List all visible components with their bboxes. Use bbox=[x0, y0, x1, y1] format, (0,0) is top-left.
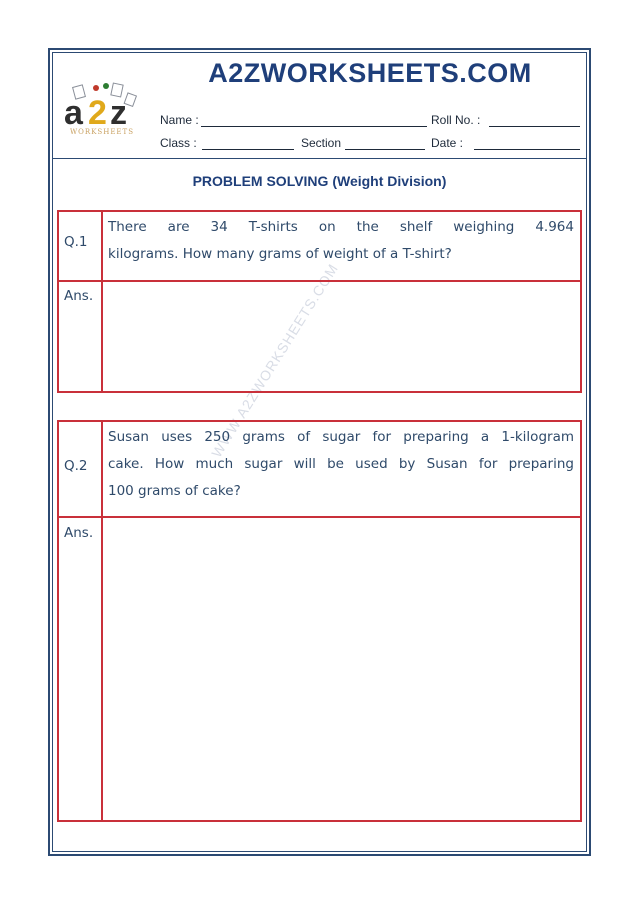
class-field[interactable] bbox=[202, 149, 294, 150]
question-1-column-divider bbox=[101, 210, 103, 393]
question-2-answer-divider bbox=[57, 516, 582, 518]
svg-text:2: 2 bbox=[88, 94, 107, 132]
logo-subtext: WORKSHEETS bbox=[69, 128, 135, 136]
watermark: WWW.A2ZWORKSHEETS.COM bbox=[208, 260, 342, 461]
question-2-line-1: Susan uses 250 grams of sugar for preparing a 1-kilogram bbox=[108, 429, 574, 445]
roll-number-label: Roll No. : bbox=[431, 113, 481, 127]
worksheet-title: PROBLEM SOLVING (Weight Division) bbox=[192, 173, 447, 189]
class-label: Class : bbox=[160, 136, 197, 150]
date-field[interactable] bbox=[474, 149, 580, 150]
question-1-answer-area[interactable] bbox=[104, 283, 580, 391]
question-1-answer-divider bbox=[57, 280, 582, 282]
question-1-line-2: kilograms. How many grams of weight of a T-shirt? bbox=[108, 246, 452, 262]
question-1-answer-label: Ans. bbox=[64, 288, 94, 304]
svg-text:a: a bbox=[64, 94, 83, 132]
header-divider bbox=[52, 158, 587, 159]
question-2-answer-area[interactable] bbox=[104, 519, 580, 820]
question-2-line-3: 100 grams of cake? bbox=[108, 483, 241, 499]
name-field[interactable] bbox=[201, 126, 427, 127]
question-2-column-divider bbox=[101, 420, 103, 822]
svg-text:z: z bbox=[110, 94, 127, 132]
question-2-line-2: cake. How much sugar will be used by Susan for preparing bbox=[108, 456, 574, 472]
question-1-line-1: There are 34 T-shirts on the shelf weighing 4.964 bbox=[108, 219, 574, 235]
section-label: Section bbox=[301, 136, 342, 150]
question-2-number: Q.2 bbox=[64, 458, 88, 474]
question-1-text bbox=[108, 214, 574, 268]
roll-number-field[interactable] bbox=[489, 126, 580, 127]
question-2-answer-label: Ans. bbox=[64, 525, 94, 541]
question-2-text bbox=[108, 424, 574, 505]
date-label: Date : bbox=[431, 136, 464, 150]
name-label: Name : bbox=[160, 113, 199, 127]
section-field[interactable] bbox=[345, 149, 425, 150]
site-title: A2ZWORKSHEETS.COM bbox=[208, 58, 532, 88]
question-1-number: Q.1 bbox=[64, 234, 88, 250]
